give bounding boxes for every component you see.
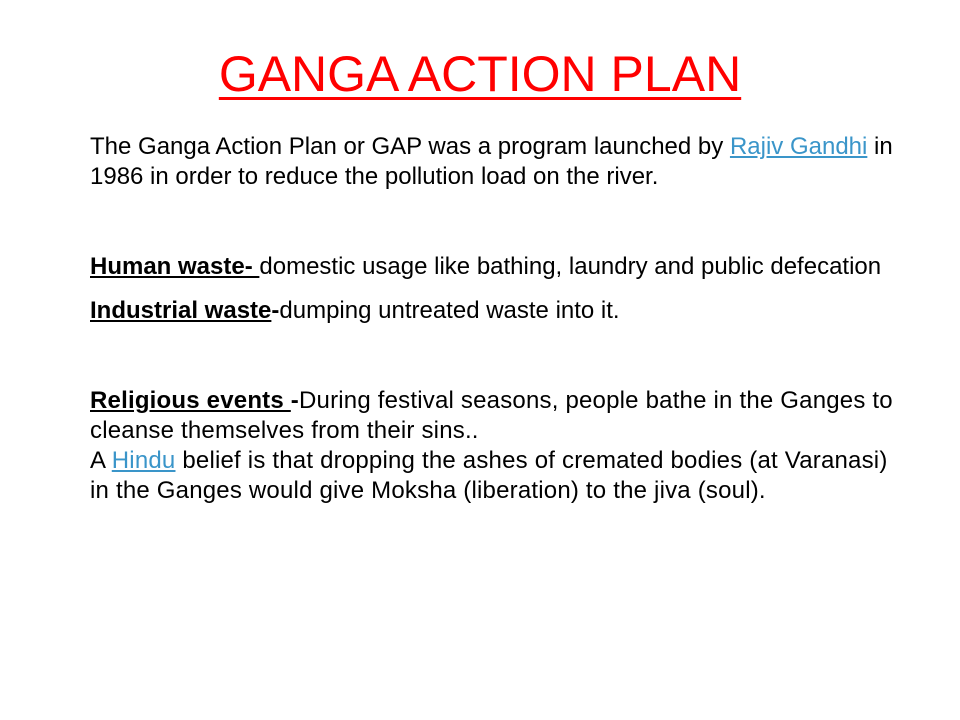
intro-text-after-link: in 1986 in order to reduce the pollution load on the river. [90,133,893,190]
hindu-link[interactable]: Hindu [111,447,176,474]
spacer [90,282,910,296]
hindu-belief-text-after-link: belief is that dropping the ashes of cremated bodies (at Varanasi) in the Ganges would give Moksha (liberation) to the jiva (soul). [90,447,888,504]
industrial-waste-separator: - [271,297,280,324]
religious-events-text: During festival seasons, people bathe in the Ganges to cleanse themselves from their sins.. [90,387,893,444]
spacer [90,326,910,386]
spacer [90,192,910,252]
human-waste-text: domestic usage like bathing, laundry and public defecation [259,253,882,280]
religious-events-term: Religious events [90,387,291,414]
industrial-waste-text: dumping untreated waste into it. [279,297,620,324]
intro-paragraph [90,132,910,192]
slide-title: GANGA ACTION PLAN [218,46,742,102]
hindu-belief-text-before-link: A [90,447,112,474]
religious-events-separator: - [290,387,299,414]
industrial-waste-term: Industrial waste [90,297,272,324]
rajiv-gandhi-link[interactable]: Rajiv Gandhi [729,133,868,160]
slide-body [90,132,910,506]
intro-text-before-link: The Ganga Action Plan or GAP was a program launched by [90,133,730,160]
industrial-waste-paragraph [90,296,910,326]
human-waste-paragraph [90,252,910,282]
religious-events-paragraph [90,386,910,506]
human-waste-term: Human waste- [90,253,260,280]
